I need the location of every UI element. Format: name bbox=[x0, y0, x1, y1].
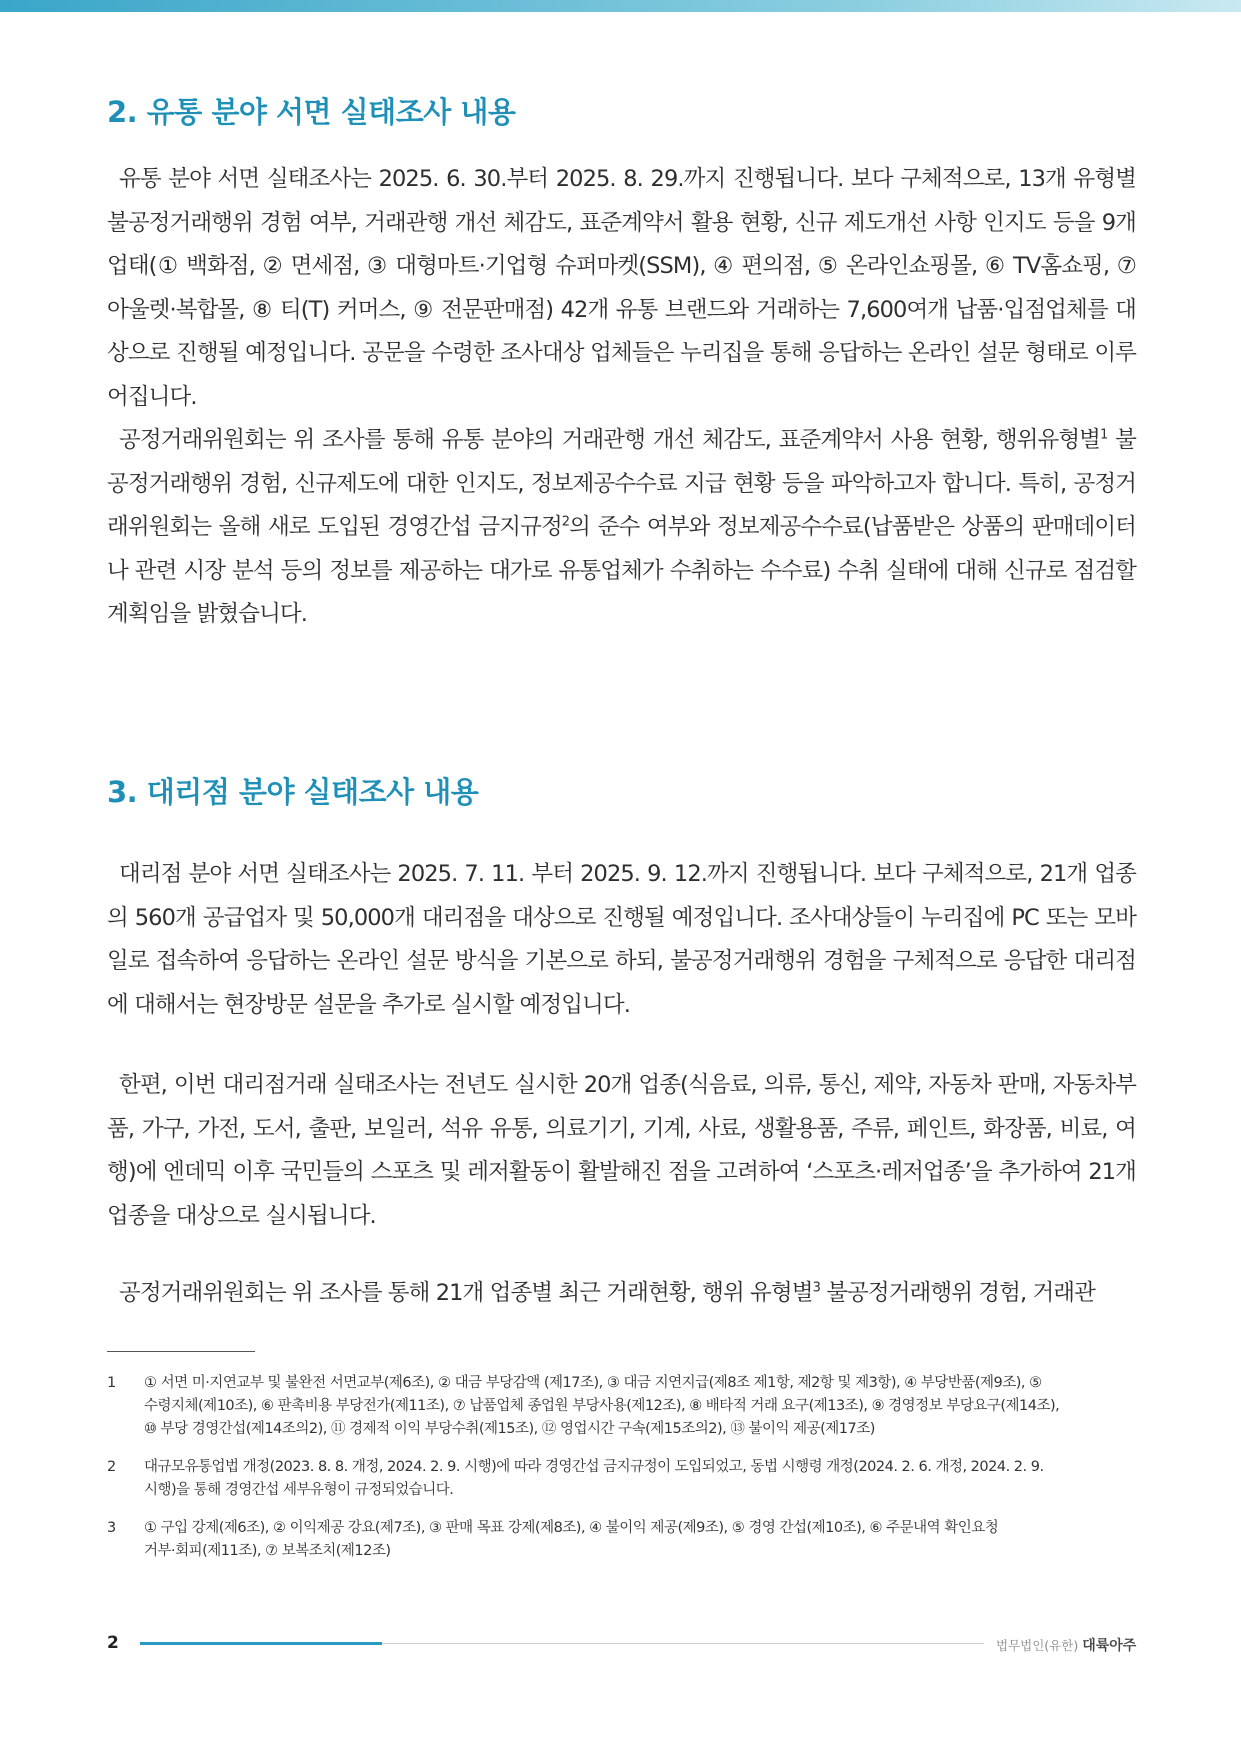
footnote-line: ① 서면 미·지연교부 및 불완전 서면교부(제6조), ② 대금 부당감액 (제17조), ③ 대금 지연지급(제8조 제1항, 제2항 및 제3항), ④ 부당반품(제9조), ⑤ bbox=[144, 1375, 1042, 1391]
footnote-ref-3: 3 bbox=[812, 1280, 820, 1296]
section-3-paragraph-1: 대리점 분야 서면 실태조사는 2025. 7. 11. 부터 2025. 9. 12.까지 진행됩니다. 보다 구체적으로, 21개 업종의 560개 공급업자 및 50,000개 대리점을 대상으로 진행될 예정입니다. 조사대상들이 누리집에 PC 또는 모바일로 접속하여 응답하는 온라인 설문 방식을 기본으로 하되, 불공정거래행위 경험을 구체적으로 응답한 대리점에 대해서는 현장방문 설문을 추가로 실시할 예정입니다. bbox=[107, 861, 1136, 1018]
paragraph-text: 공정거래위원회는 위 조사를 통해 21개 업종별 최근 거래현황, 행위 유형별 bbox=[119, 1280, 813, 1306]
page-number: 2 bbox=[107, 1633, 119, 1653]
paragraph-text: 공정거래위원회는 위 조사를 통해 유통 분야의 거래관행 개선 체감도, 표준계약서 사용 현황, 행위유형별 bbox=[119, 427, 1100, 453]
firm-logo-text bbox=[996, 1635, 1136, 1655]
section-3-heading: 3. 대리점 분야 실태조사 내용 bbox=[107, 775, 479, 809]
top-accent-bar bbox=[0, 0, 1241, 12]
section-2-paragraph-2 bbox=[107, 419, 1136, 637]
firm-prefix: 법무법인(유한) bbox=[996, 1638, 1079, 1653]
section-3-paragraph-3 bbox=[107, 1272, 1136, 1316]
footnote-line: ① 구입 강제(제6조), ② 이익제공 강요(제7조), ③ 판매 목표 강제(제8조), ④ 불이익 제공(제9조), ⑤ 경영 간섭(제10조), ⑥ 주문내역 확인요청 bbox=[144, 1520, 999, 1536]
section-3-paragraph-2: 한편, 이번 대리점거래 실태조사는 전년도 실시한 20개 업종(식음료, 의류, 통신, 제약, 자동차 판매, 자동차부품, 가구, 가전, 도서, 출판, 보일러, 석유 유통, 의료기기, 기계, 사료, 생활용품, 주류, 페인트, 화장품, 비료, 여행)에 엔데믹 이후 국민들의 스포츠 및 레저활동이 활발해진 점을 고려하여 ‘스포츠·레저업종’을 추가하여 21개 업종을 대상으로 실시됩니다. bbox=[107, 1072, 1136, 1229]
footnote-line: 거부·회피(제11조), ⑦ 보복조치(제12조) bbox=[144, 1543, 391, 1559]
footnote-number: 2 bbox=[107, 1459, 116, 1475]
footnote-line: 수령지체(제10조), ⑥ 판촉비용 부당전가(제11조), ⑦ 납품업체 종업원 부당사용(제12조), ⑧ 배타적 거래 요구(제13조), ⑨ 경영정보 부당요구(제14조), bbox=[144, 1398, 1060, 1414]
paragraph-text: 의 준수 여부와 정보제공수수료(납품받은 상품의 판매데이터나 관련 시장 분석 등의 정보를 제공하는 대가로 유통업체가 수취하는 수수료) 수취 실태에 대해 신규로 점검할 계획임을 밝혔습니다. bbox=[107, 514, 1137, 627]
footnote-ref-1: 1 bbox=[1100, 427, 1108, 443]
footnote-line: 대규모유통업법 개정(2023. 8. 8. 개정, 2024. 2. 9. 시행)에 따라 경영간섭 금지규정이 도입되었고, 동법 시행령 개정(2024. 2. 6. 개정, 2024. 2. 9. bbox=[144, 1459, 1044, 1475]
footnote-ref-2: 2 bbox=[561, 514, 570, 530]
footnote-number: 3 bbox=[107, 1520, 116, 1536]
paragraph-text: 불공정거래행위 경험, 신규제도에 대한 인지도, 정보제공수수료 지급 현황 등을 파악하고자 합니다. 특히, 공정거래위원회는 올해 새로 도입된 경영간섭 금지규정 bbox=[107, 427, 1136, 540]
footnote-line: ⑩ 부당 경영간섭(제14조의2), ⑪ 경제적 이익 부당수취(제15조), ⑫ 영업시간 구속(제15조의2), ⑬ 불이익 제공(제17조) bbox=[144, 1421, 875, 1437]
section-2-heading: 2. 유통 분야 서면 실태조사 내용 bbox=[107, 95, 516, 129]
footnote-text bbox=[144, 1456, 1144, 1502]
footnote-line: 시행)을 통해 경영간섭 세부유형이 규정되었습니다. bbox=[144, 1482, 454, 1498]
footer-accent-line bbox=[140, 1642, 382, 1645]
footnote-number: 1 bbox=[107, 1375, 116, 1391]
firm-name: 대륙아주 bbox=[1082, 1638, 1137, 1654]
footnote-text bbox=[144, 1372, 1144, 1441]
footnote-text bbox=[144, 1517, 1144, 1563]
paragraph-text: 불공정거래행위 경험, 거래관 bbox=[819, 1280, 1095, 1306]
footnote-divider bbox=[107, 1351, 255, 1352]
section-2-paragraph-1: 유통 분야 서면 실태조사는 2025. 6. 30.부터 2025. 8. 29.까지 진행됩니다. 보다 구체적으로, 13개 유형별 불공정거래행위 경험 여부, 거래관행 개선 체감도, 표준계약서 활용 현황, 신규 제도개선 사항 인지도 등을 9개 업태(① 백화점, ② 면세점, ③ 대형마트·기업형 슈퍼마켓(SSM), ④ 편의점, ⑤ 온라인쇼핑몰, ⑥ TV홈쇼핑, ⑦ 아울렛·복합몰, ⑧ 티(T) 커머스, ⑨ 전문판매점) 42개 유통 브랜드와 거래하는 7,600여개 납품·입점업체를 대상으로 진행될 예정입니다. 공문을 수령한 조사대상 업체들은 누리집을 통해 응답하는 온라인 설문 형태로 이루어집니다. bbox=[107, 166, 1136, 410]
